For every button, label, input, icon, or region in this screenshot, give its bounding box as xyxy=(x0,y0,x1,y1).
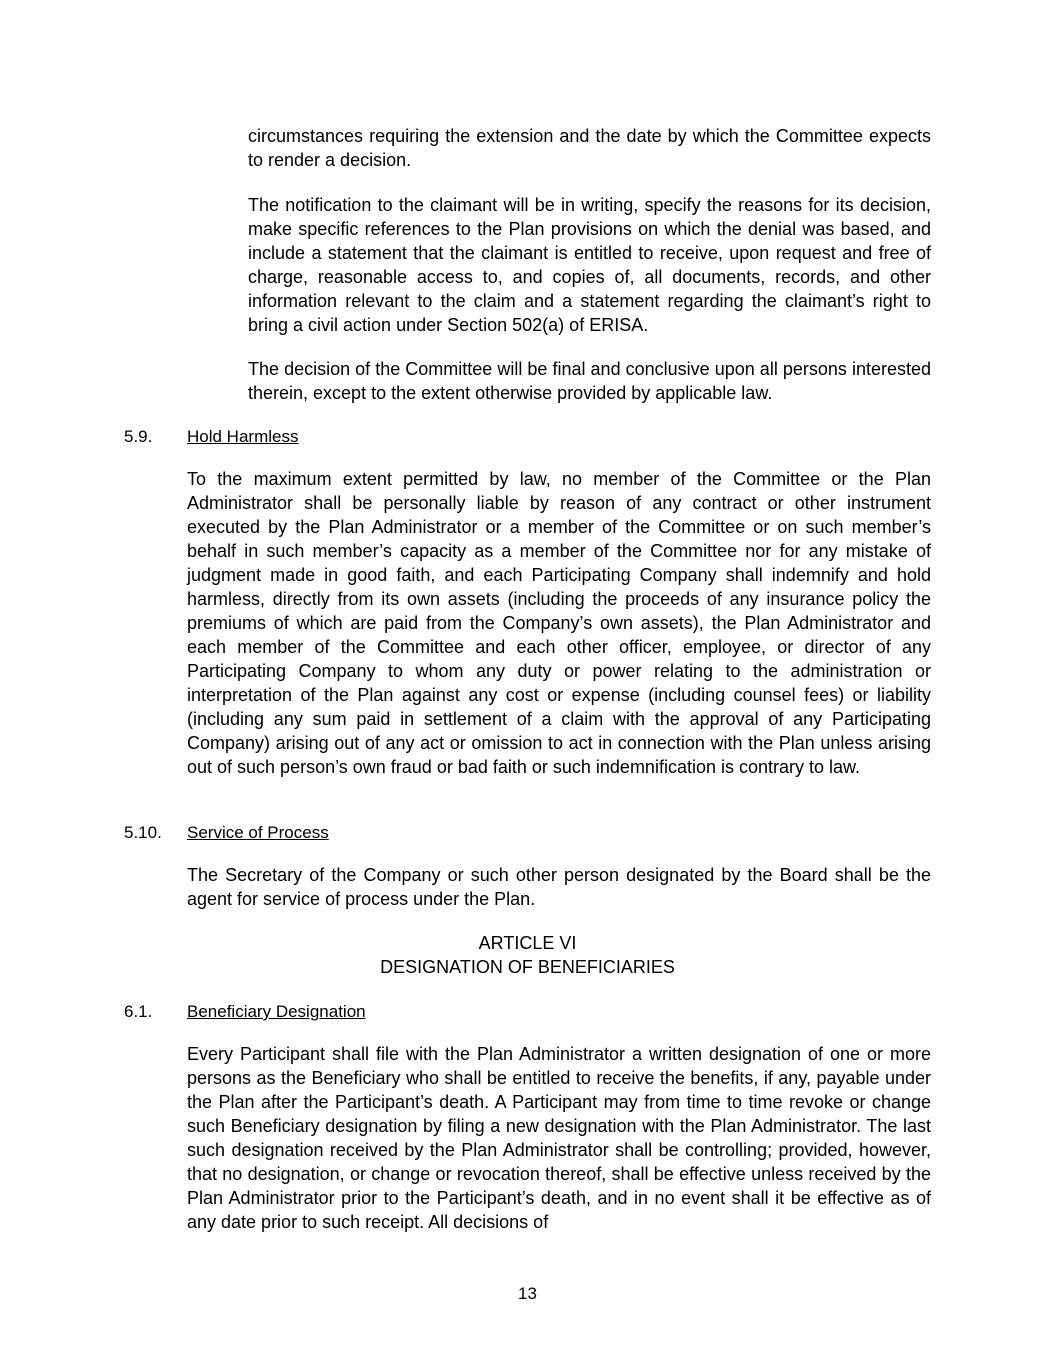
section-body-beneficiary-designation: Every Participant shall file with the Plan Administrator a written designation of one or more persons as the Beneficiary who shall be entitled to receive the benefits, if any, payable under the Plan after the Participant’s death. A Participant may from time to time revoke or change such Beneficiary designation by filing a new designation with the Plan Administrator. The last such designation received by the Plan Administrator shall be controlling; provided, however, that no designation, or change or revocation thereof, shall be effective unless received by the Plan Administrator prior to the Participant’s death, and in no event shall it be effective as of any date prior to such receipt. All decisions of xyxy=(187,1044,931,1232)
section-number-5-10: 5.10. xyxy=(124,823,162,842)
section-title-beneficiary-designation: Beneficiary Designation xyxy=(187,1002,366,1021)
section-number-6-1: 6.1. xyxy=(124,1002,153,1021)
section-number-5-9: 5.9. xyxy=(124,427,153,446)
section-body-hold-harmless: To the maximum extent permitted by law, no member of the Committee or the Plan Administrator shall be personally liable by reason of any contract or other instrument executed by the Plan Administrator or a member of the Committee or on such member’s behalf in such member’s capacity as a member of the Committee nor for any mistake of judgment made in good faith, and each Participating Company shall indemnify and hold harmless, directly from its own assets (including the proceeds of any insurance policy the premiums of which are paid from the Company’s own assets), the Plan Administrator and each member of the Committee and each other officer, employee, or director of any Participating Company to whom any duty or power relating to the administration or interpretation of the Plan against any cost or expense (including counsel fees) or liability (including any sum paid in settlement of a claim with the approval of any Participating Company) arising out of any act or omission to act in connection with the Plan unless arising out of such person’s own fraud or bad faith or such indemnification is contrary to law. xyxy=(187,469,931,777)
section-body-service-of-process: The Secretary of the Company or such other person designated by the Board shall be the agent for service of process under the Plan. xyxy=(187,865,931,909)
article-title: DESIGNATION OF BENEFICIARIES xyxy=(380,957,675,977)
article-number: ARTICLE VI xyxy=(478,933,577,953)
section-title-service-of-process: Service of Process xyxy=(187,823,329,842)
paragraph-extension-notice: circumstances requiring the extension and the date by which the Committee expects to render a decision. xyxy=(248,126,931,170)
paragraph-committee-decision: The decision of the Committee will be final and conclusive upon all persons interested therein, except to the extent otherwise provided by applicable law. xyxy=(248,359,931,403)
page-number: 13 xyxy=(518,1284,537,1303)
section-title-hold-harmless: Hold Harmless xyxy=(187,427,299,446)
paragraph-claimant-notification: The notification to the claimant will be in writing, specify the reasons for its decision, make specific references to the Plan provisions on which the denial was based, and include a statement that the claimant is entitled to receive, upon request and free of charge, reasonable access to, and copies of, all documents, records, and other information relevant to the claim and a statement regarding the claimant’s right to bring a civil action under Section 502(a) of ERISA. xyxy=(248,195,931,335)
